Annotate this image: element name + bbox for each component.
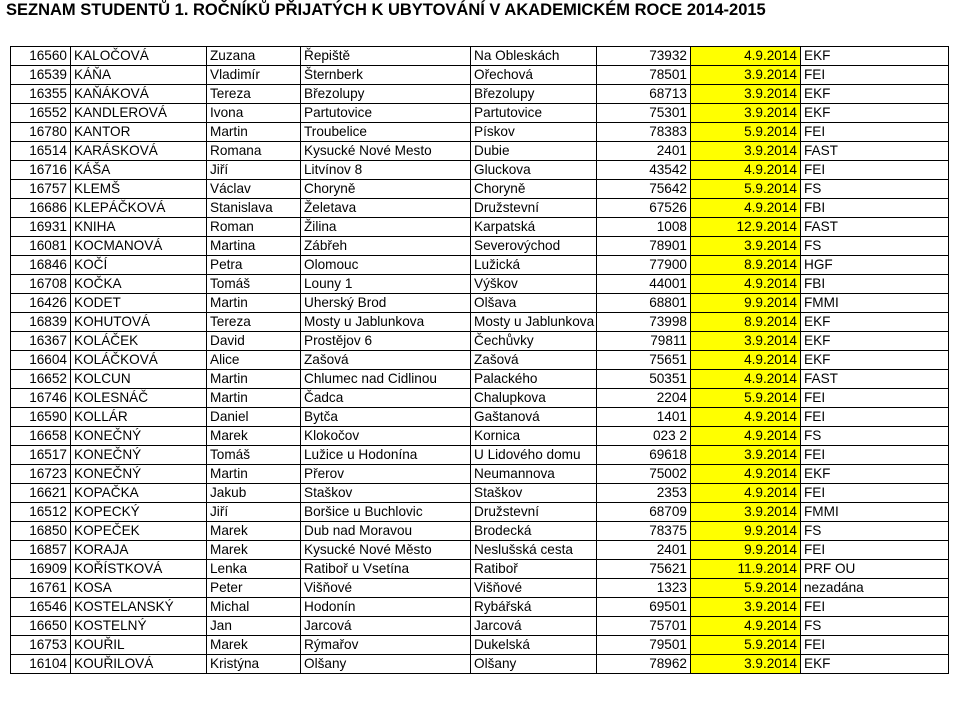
student-id: 16716	[11, 161, 71, 180]
surname: KOCMANOVÁ	[71, 237, 207, 256]
town: Louny 1	[301, 275, 471, 294]
first-name: Marek	[207, 427, 301, 446]
surname: KORAJA	[71, 541, 207, 560]
town: Uherský Brod	[301, 294, 471, 313]
street: Višňové	[471, 579, 597, 598]
zip-code: 75621	[597, 560, 691, 579]
student-id: 16517	[11, 446, 71, 465]
town: Staškov	[301, 484, 471, 503]
surname: KOLESNÁČ	[71, 389, 207, 408]
town: Prostějov 6	[301, 332, 471, 351]
first-name: Kristýna	[207, 655, 301, 674]
zip-code: 77900	[597, 256, 691, 275]
table-row	[11, 370, 949, 389]
street: Karpatská	[471, 218, 597, 237]
table-row	[11, 541, 949, 560]
table-row	[11, 294, 949, 313]
faculty: FS	[801, 522, 949, 541]
street: Neumannova	[471, 465, 597, 484]
town: Klokočov	[301, 427, 471, 446]
table-row	[11, 446, 949, 465]
zip-code: 2204	[597, 389, 691, 408]
table-row	[11, 47, 949, 66]
zip-code: 78901	[597, 237, 691, 256]
arrival-date: 5.9.2014	[691, 636, 801, 655]
town: Choryně	[301, 180, 471, 199]
first-name: Michal	[207, 598, 301, 617]
zip-code: 78375	[597, 522, 691, 541]
arrival-date: 9.9.2014	[691, 522, 801, 541]
street: Zašová	[471, 351, 597, 370]
table-row	[11, 427, 949, 446]
surname: KNIHA	[71, 218, 207, 237]
town: Želetava	[301, 199, 471, 218]
student-id: 16780	[11, 123, 71, 142]
faculty: FAST	[801, 218, 949, 237]
town: Partutovice	[301, 104, 471, 123]
surname: KOUŘILOVÁ	[71, 655, 207, 674]
table-row	[11, 598, 949, 617]
street: Pískov	[471, 123, 597, 142]
student-id: 16367	[11, 332, 71, 351]
first-name: Tomáš	[207, 446, 301, 465]
first-name: Václav	[207, 180, 301, 199]
street: U Lidového domu	[471, 446, 597, 465]
town: Žilina	[301, 218, 471, 237]
table-row	[11, 522, 949, 541]
faculty: nezadána	[801, 579, 949, 598]
student-id: 16857	[11, 541, 71, 560]
table-row	[11, 332, 949, 351]
surname: KALOČOVÁ	[71, 47, 207, 66]
table-row	[11, 636, 949, 655]
surname: KARÁSKOVÁ	[71, 142, 207, 161]
faculty: FEI	[801, 161, 949, 180]
street: Čechůvky	[471, 332, 597, 351]
table-row	[11, 218, 949, 237]
first-name: Roman	[207, 218, 301, 237]
zip-code: 69618	[597, 446, 691, 465]
surname: KODET	[71, 294, 207, 313]
faculty: FMMI	[801, 503, 949, 522]
town: Chlumec nad Cidlinou	[301, 370, 471, 389]
arrival-date: 3.9.2014	[691, 655, 801, 674]
table-row	[11, 313, 949, 332]
student-id: 16723	[11, 465, 71, 484]
arrival-date: 4.9.2014	[691, 275, 801, 294]
arrival-date: 5.9.2014	[691, 123, 801, 142]
town: Přerov	[301, 465, 471, 484]
town: Březolupy	[301, 85, 471, 104]
student-id: 16850	[11, 522, 71, 541]
surname: KONEČNÝ	[71, 446, 207, 465]
student-id: 16621	[11, 484, 71, 503]
faculty: HGF	[801, 256, 949, 275]
street: Partutovice	[471, 104, 597, 123]
first-name: Petra	[207, 256, 301, 275]
surname: KOPEČEK	[71, 522, 207, 541]
zip-code: 1401	[597, 408, 691, 427]
student-id: 16560	[11, 47, 71, 66]
surname: KOUŘIL	[71, 636, 207, 655]
first-name: Daniel	[207, 408, 301, 427]
student-id: 16514	[11, 142, 71, 161]
faculty: EKF	[801, 313, 949, 332]
faculty: FAST	[801, 142, 949, 161]
town: Čadca	[301, 389, 471, 408]
faculty: EKF	[801, 465, 949, 484]
first-name: Martin	[207, 465, 301, 484]
zip-code: 75301	[597, 104, 691, 123]
first-name: Lenka	[207, 560, 301, 579]
street: Severovýchod	[471, 237, 597, 256]
arrival-date: 4.9.2014	[691, 161, 801, 180]
student-id: 16546	[11, 598, 71, 617]
arrival-date: 3.9.2014	[691, 104, 801, 123]
student-table	[10, 46, 949, 674]
faculty: FMMI	[801, 294, 949, 313]
first-name: Tereza	[207, 313, 301, 332]
student-id: 16909	[11, 560, 71, 579]
student-id: 16590	[11, 408, 71, 427]
student-id: 16708	[11, 275, 71, 294]
first-name: Vladimír	[207, 66, 301, 85]
student-id: 16652	[11, 370, 71, 389]
faculty: FBI	[801, 275, 949, 294]
first-name: Peter	[207, 579, 301, 598]
town: Olomouc	[301, 256, 471, 275]
street: Gaštanová	[471, 408, 597, 427]
street: Lužická	[471, 256, 597, 275]
zip-code: 69501	[597, 598, 691, 617]
surname: KONEČNÝ	[71, 427, 207, 446]
first-name: Alice	[207, 351, 301, 370]
zip-code: 79501	[597, 636, 691, 655]
surname: KOLLÁR	[71, 408, 207, 427]
table-row	[11, 66, 949, 85]
table-row	[11, 465, 949, 484]
street: Neslušská cesta	[471, 541, 597, 560]
zip-code: 50351	[597, 370, 691, 389]
arrival-date: 8.9.2014	[691, 313, 801, 332]
student-id: 16552	[11, 104, 71, 123]
surname: KOPECKÝ	[71, 503, 207, 522]
table-row	[11, 351, 949, 370]
arrival-date: 5.9.2014	[691, 180, 801, 199]
town: Mosty u Jablunkova	[301, 313, 471, 332]
zip-code: 2401	[597, 142, 691, 161]
faculty: FEI	[801, 66, 949, 85]
zip-code: 2401	[597, 541, 691, 560]
arrival-date: 4.9.2014	[691, 465, 801, 484]
town: Řepiště	[301, 47, 471, 66]
surname: KOLÁČEK	[71, 332, 207, 351]
faculty: EKF	[801, 85, 949, 104]
first-name: David	[207, 332, 301, 351]
zip-code: 68801	[597, 294, 691, 313]
arrival-date: 5.9.2014	[691, 579, 801, 598]
zip-code: 75701	[597, 617, 691, 636]
student-id: 16931	[11, 218, 71, 237]
faculty: FS	[801, 427, 949, 446]
zip-code: 78383	[597, 123, 691, 142]
town: Jarcová	[301, 617, 471, 636]
surname: KANTOR	[71, 123, 207, 142]
arrival-date: 11.9.2014	[691, 560, 801, 579]
town: Kysucké Nové Město	[301, 541, 471, 560]
table-row	[11, 560, 949, 579]
zip-code: 2353	[597, 484, 691, 503]
street: Březolupy	[471, 85, 597, 104]
table-row	[11, 142, 949, 161]
student-id: 16512	[11, 503, 71, 522]
surname: KOŘÍSTKOVÁ	[71, 560, 207, 579]
table-row	[11, 199, 949, 218]
street: Dubie	[471, 142, 597, 161]
town: Rýmařov	[301, 636, 471, 655]
town: Ratiboř u Vsetína	[301, 560, 471, 579]
zip-code: 75651	[597, 351, 691, 370]
street: Ořechová	[471, 66, 597, 85]
table-row	[11, 389, 949, 408]
zip-code: 78501	[597, 66, 691, 85]
street: Mosty u Jablunkova	[471, 313, 597, 332]
first-name: Jakub	[207, 484, 301, 503]
street: Na Obleskách	[471, 47, 597, 66]
table-row	[11, 579, 949, 598]
table-row	[11, 237, 949, 256]
surname: KAŇÁKOVÁ	[71, 85, 207, 104]
student-id: 16761	[11, 579, 71, 598]
student-id: 16658	[11, 427, 71, 446]
faculty: EKF	[801, 655, 949, 674]
arrival-date: 3.9.2014	[691, 598, 801, 617]
student-id: 16355	[11, 85, 71, 104]
faculty: FS	[801, 180, 949, 199]
faculty: FEI	[801, 541, 949, 560]
town: Kysucké Nové Mesto	[301, 142, 471, 161]
street: Jarcová	[471, 617, 597, 636]
town: Višňové	[301, 579, 471, 598]
arrival-date: 3.9.2014	[691, 85, 801, 104]
student-id: 16104	[11, 655, 71, 674]
first-name: Marek	[207, 522, 301, 541]
surname: KOSA	[71, 579, 207, 598]
page-title: SEZNAM STUDENTŮ 1. ROČNÍKŮ PŘIJATÝCH K UBYTOVÁNÍ V AKADEMICKÉM ROCE 2014-2015	[6, 1, 766, 19]
table-row	[11, 484, 949, 503]
faculty: EKF	[801, 332, 949, 351]
faculty: FBI	[801, 199, 949, 218]
first-name: Jan	[207, 617, 301, 636]
surname: KOHUTOVÁ	[71, 313, 207, 332]
surname: KOSTELNÝ	[71, 617, 207, 636]
first-name: Martin	[207, 123, 301, 142]
student-id: 16846	[11, 256, 71, 275]
table-row	[11, 617, 949, 636]
arrival-date: 8.9.2014	[691, 256, 801, 275]
arrival-date: 4.9.2014	[691, 427, 801, 446]
zip-code: 1008	[597, 218, 691, 237]
first-name: Martin	[207, 294, 301, 313]
arrival-date: 3.9.2014	[691, 237, 801, 256]
town: Olšany	[301, 655, 471, 674]
table-row	[11, 503, 949, 522]
faculty: FEI	[801, 636, 949, 655]
faculty: FEI	[801, 389, 949, 408]
town: Zašová	[301, 351, 471, 370]
zip-code: 75642	[597, 180, 691, 199]
town: Litvínov 8	[301, 161, 471, 180]
street: Staškov	[471, 484, 597, 503]
town: Dub nad Moravou	[301, 522, 471, 541]
surname: KLEPÁČKOVÁ	[71, 199, 207, 218]
arrival-date: 3.9.2014	[691, 66, 801, 85]
arrival-date: 9.9.2014	[691, 294, 801, 313]
student-id: 16757	[11, 180, 71, 199]
zip-code: 68709	[597, 503, 691, 522]
zip-code: 68713	[597, 85, 691, 104]
surname: KANDLEROVÁ	[71, 104, 207, 123]
table-row	[11, 275, 949, 294]
faculty: EKF	[801, 47, 949, 66]
student-id: 16839	[11, 313, 71, 332]
arrival-date: 4.9.2014	[691, 408, 801, 427]
town: Zábřeh	[301, 237, 471, 256]
zip-code: 1323	[597, 579, 691, 598]
town: Troubelice	[301, 123, 471, 142]
student-id: 16753	[11, 636, 71, 655]
faculty: FS	[801, 617, 949, 636]
street: Choryně	[471, 180, 597, 199]
town: Lužice u Hodonína	[301, 446, 471, 465]
first-name: Jiří	[207, 161, 301, 180]
surname: KOČKA	[71, 275, 207, 294]
table-row	[11, 180, 949, 199]
zip-code: 78962	[597, 655, 691, 674]
arrival-date: 3.9.2014	[691, 503, 801, 522]
street: Dukelská	[471, 636, 597, 655]
zip-code: 79811	[597, 332, 691, 351]
faculty: FS	[801, 237, 949, 256]
first-name: Tereza	[207, 85, 301, 104]
zip-code: 73932	[597, 47, 691, 66]
first-name: Tomáš	[207, 275, 301, 294]
zip-code: 43542	[597, 161, 691, 180]
table-row	[11, 161, 949, 180]
street: Chalupkova	[471, 389, 597, 408]
town: Boršice u Buchlovic	[301, 503, 471, 522]
faculty: FEI	[801, 446, 949, 465]
faculty: FEI	[801, 484, 949, 503]
arrival-date: 3.9.2014	[691, 446, 801, 465]
student-id: 16604	[11, 351, 71, 370]
faculty: FAST	[801, 370, 949, 389]
zip-code: 44001	[597, 275, 691, 294]
street: Palackého	[471, 370, 597, 389]
surname: KÁŇA	[71, 66, 207, 85]
student-id: 16426	[11, 294, 71, 313]
first-name: Martin	[207, 370, 301, 389]
student-id: 16746	[11, 389, 71, 408]
table-row	[11, 256, 949, 275]
arrival-date: 4.9.2014	[691, 351, 801, 370]
zip-code: 67526	[597, 199, 691, 218]
surname: KÁŠA	[71, 161, 207, 180]
faculty: FEI	[801, 598, 949, 617]
faculty: EKF	[801, 104, 949, 123]
zip-code: 75002	[597, 465, 691, 484]
street: Družstevní	[471, 199, 597, 218]
first-name: Ivona	[207, 104, 301, 123]
table-row	[11, 104, 949, 123]
surname: KLEMŠ	[71, 180, 207, 199]
first-name: Marek	[207, 541, 301, 560]
first-name: Martin	[207, 389, 301, 408]
arrival-date: 4.9.2014	[691, 484, 801, 503]
student-id: 16650	[11, 617, 71, 636]
arrival-date: 4.9.2014	[691, 617, 801, 636]
surname: KOLÁČKOVÁ	[71, 351, 207, 370]
zip-code: 73998	[597, 313, 691, 332]
table-row	[11, 85, 949, 104]
arrival-date: 12.9.2014	[691, 218, 801, 237]
arrival-date: 4.9.2014	[691, 199, 801, 218]
arrival-date: 4.9.2014	[691, 47, 801, 66]
zip-code: 023 2	[597, 427, 691, 446]
arrival-date: 9.9.2014	[691, 541, 801, 560]
student-id: 16081	[11, 237, 71, 256]
surname: KOLCUN	[71, 370, 207, 389]
street: Olšany	[471, 655, 597, 674]
arrival-date: 4.9.2014	[691, 370, 801, 389]
table-row	[11, 408, 949, 427]
street: Výškov	[471, 275, 597, 294]
first-name: Jiří	[207, 503, 301, 522]
surname: KOSTELANSKÝ	[71, 598, 207, 617]
street: Brodecká	[471, 522, 597, 541]
faculty: PRF OU	[801, 560, 949, 579]
surname: KOPAČKA	[71, 484, 207, 503]
surname: KONEČNÝ	[71, 465, 207, 484]
town: Bytča	[301, 408, 471, 427]
first-name: Stanislava	[207, 199, 301, 218]
arrival-date: 3.9.2014	[691, 332, 801, 351]
street: Ratiboř	[471, 560, 597, 579]
table-row	[11, 655, 949, 674]
street: Družstevní	[471, 503, 597, 522]
table-row	[11, 123, 949, 142]
surname: KOČÍ	[71, 256, 207, 275]
faculty: FEI	[801, 123, 949, 142]
street: Kornica	[471, 427, 597, 446]
town: Šternberk	[301, 66, 471, 85]
faculty: FEI	[801, 408, 949, 427]
town: Hodonín	[301, 598, 471, 617]
first-name: Romana	[207, 142, 301, 161]
student-id: 16686	[11, 199, 71, 218]
student-id: 16539	[11, 66, 71, 85]
first-name: Martina	[207, 237, 301, 256]
first-name: Zuzana	[207, 47, 301, 66]
arrival-date: 5.9.2014	[691, 389, 801, 408]
street: Gluckova	[471, 161, 597, 180]
arrival-date: 3.9.2014	[691, 142, 801, 161]
faculty: EKF	[801, 351, 949, 370]
street: Olšava	[471, 294, 597, 313]
first-name: Marek	[207, 636, 301, 655]
street: Rybářská	[471, 598, 597, 617]
